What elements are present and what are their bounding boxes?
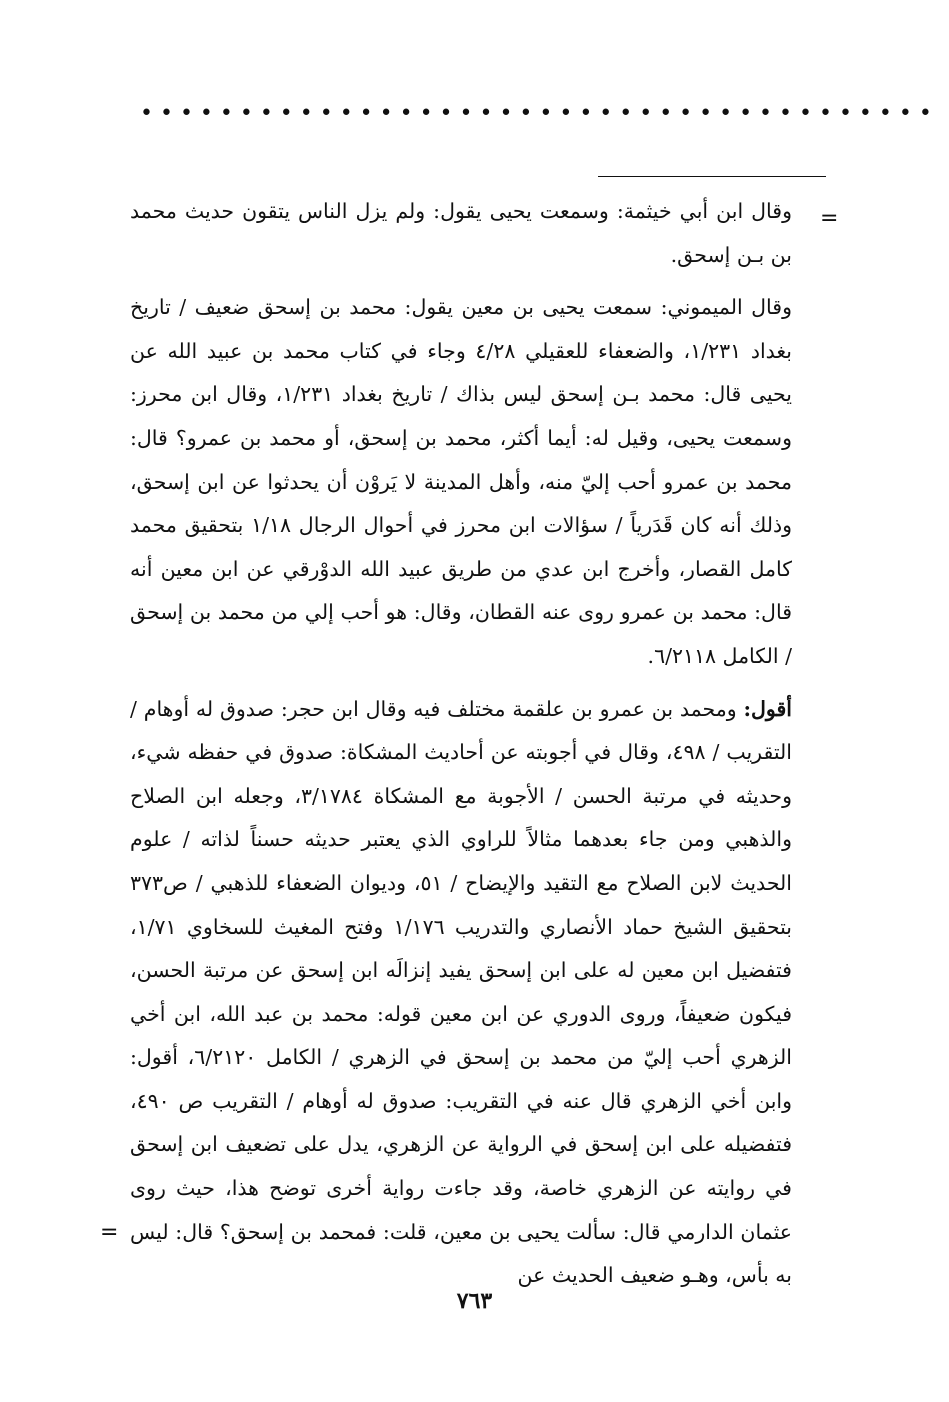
paragraph-aqul (130, 688, 792, 1298)
continuation-mark-bottom: = (100, 1220, 119, 1245)
continuation-mark-top: = (820, 206, 839, 231)
footnote-separator-rule (598, 176, 826, 177)
paragraph-aqul-body: ومحمد بن عمرو بن علقمة مختلف فيه وقال ابن حجر: صدوق له أوهام / التقريب / ٤٩٨، وقال في أجوبته عن أحاديث المشكاة: صدوق في حفظه شيء، وحديثه في مرتبة الحسن / الأجوبة مع المشكاة ٣/١٧٨٤، وجعله ابن الصلاح والذهبي ومن جاء بعدهما مثالاً للراوي الذي يعتبر حديثه حسناً لذاته / علوم الحديث لابن الصلاح مع التقيد والإيضاح / ٥١، وديوان الضعفاء للذهبي / ص٣٧٣ بتحقيق الشيخ حماد الأنصاري والتدريب ١/١٧٦ وفتح المغيث للسخاوي ١/٧١، فتفضيل ابن معين له على ابن إسحق يفيد إنزالَه ابن إسحق عن مرتبة الحسن، فيكون ضعيفاً، وروى الدوري عن ابن معين قوله: محمد بن عبد الله، ابن أخي الزهري أحب إليّ من محمد بن إسحق في الزهري / الكامل ٦/٢١٢٠، أقول: وابن أخي الزهري قال عنه في التقريب: صدوق له أوهام / التقريب ص ٤٩٠، فتفضيله على ابن إسحق في الرواية عن الزهري، يدل على تضعيف ابن إسحق في روايته عن الزهري خاصة، وقد جاءت رواية أخرى توضح هذا، حيث روى عثمان الدارمي قال: سألت يحيى بن معين، قلت: فمحمد بن إسحق؟ قال: ليس به بأس، وهـو ضعيف الحديث عن (130, 696, 792, 1288)
paragraph-maymuni: وقال الميموني: سمعت يحيى بن معين يقول: محمد بن إسحق ضعيف / تاريخ بغداد ١/٢٣١، والضعفاء للعقيلي ٤/٢٨ وجاء في كتاب محمد بن عبيد الله عن يحيى قال: محمد بـن إسحق ليس بذاك / تاريخ بغداد ١/٢٣١، وقال ابن محرز: وسمعت يحيى، وقيل له: أيما أكثر، محمد بن إسحق، أو محمد بن عمرو؟ قال: محمد بن عمرو أحب إليّ منه، وأهل المدينة لا يَروْن أن يحدثوا عن ابن إسحق، وذلك أنه كان قَدَرياً / سؤالات ابن محرز في أحوال الرجال ١/١٨ بتحقيق محمد كامل القصار، وأخرج ابن عدي من طريق عبيد الله الدوْرقي عن ابن معين أنه قال: محمد بن عمرو روى عنه القطان، وقال: هو أحب إلي من محمد بن إسحق / الكامل ٦/٢١١٨. (130, 295, 793, 668)
page-number: ٧٦٣ (456, 1288, 493, 1314)
footnote-text-block (130, 190, 792, 1298)
header-dot-leader: • • • • • • • • • • • • • • • • • • • • • • • • • • • • • • • • • • • • • • • • (140, 101, 932, 126)
paragraph-lead-word: أقول: (743, 696, 792, 721)
paragraph-ibn-abi-khaythama: وقال ابن أبي خيثمة: وسمعت يحيى يقول: ولم يزل الناس يتقون حديث محمد بن بـن إسحق. (130, 199, 792, 267)
